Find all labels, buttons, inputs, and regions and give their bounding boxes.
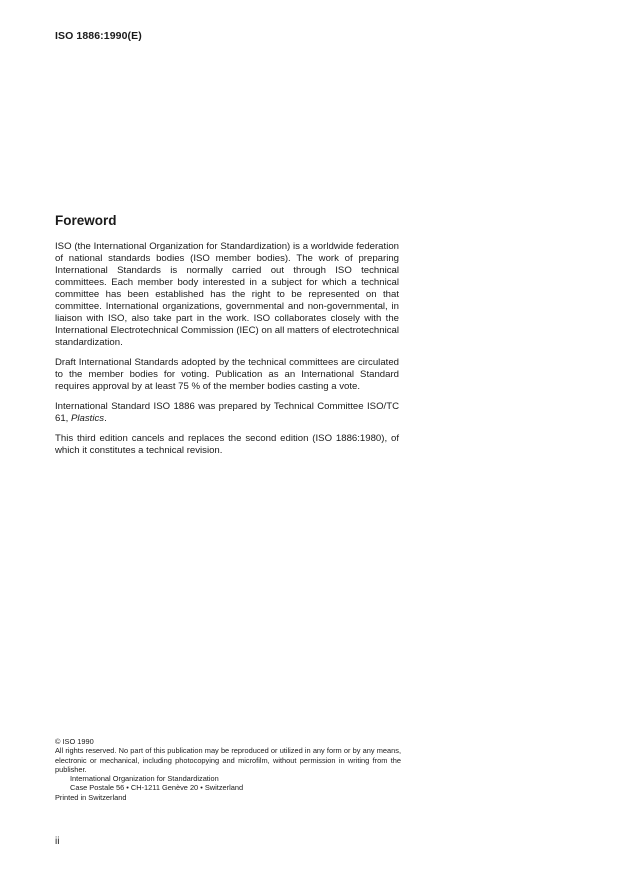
page-number: ii [55,836,60,847]
foreword-title: Foreword [55,213,117,228]
org-name: International Organization for Standardization [70,774,219,784]
foreword-body [55,241,399,465]
document-id-header: ISO 1886:1990(E) [55,30,142,42]
paragraph-prepared-by [55,401,399,425]
committee-end: . [104,413,107,424]
paragraph-edition: This third edition cancels and replaces the second edition (ISO 1886:1980), of which it constitutes a technical revision. [55,433,399,456]
rights-statement: All rights reserved. No part of this publication may be reproduced or utilized in any form or by any means, electronic or mechanical, including photocopying and microfilm, without permission in writing from the publisher. [55,746,401,774]
paragraph-iso-intro: ISO (the International Organization for Standardization) is a worldwide federation of national standards bodies (ISO member bodies). The work of preparing International Standards is normally carried out through ISO technical committees. Each member body interested in a subject for which a technical committee has been established has the right to be represented on that committee. International organizations, governmental and non-governmental, in liaison with ISO, also take part in the work. ISO collaborates closely with the International Electrotechnical Commission (IEC) on all matters of electrotechnical standardization. [55,241,399,348]
copyright-line: © ISO 1990 [55,737,94,746]
printed-in: Printed in Switzerland [55,792,127,802]
committee-ref: ISO/TC 61, [55,401,399,424]
prepared-by-text: International Standard ISO 1886 was prepared by Technical Committee [55,401,364,412]
committee-name: Plastics [71,413,105,424]
copyright-footer [55,737,401,802]
org-address: Case Postale 56 • CH-1211 Genève 20 • Switzerland [70,783,244,793]
paragraph-draft-standards: Draft International Standards adopted by the technical committees are circulated to the member bodies for voting. Publication as an International Standard requires approval by at least 75 % of the member bodies casting a vote. [55,357,399,392]
